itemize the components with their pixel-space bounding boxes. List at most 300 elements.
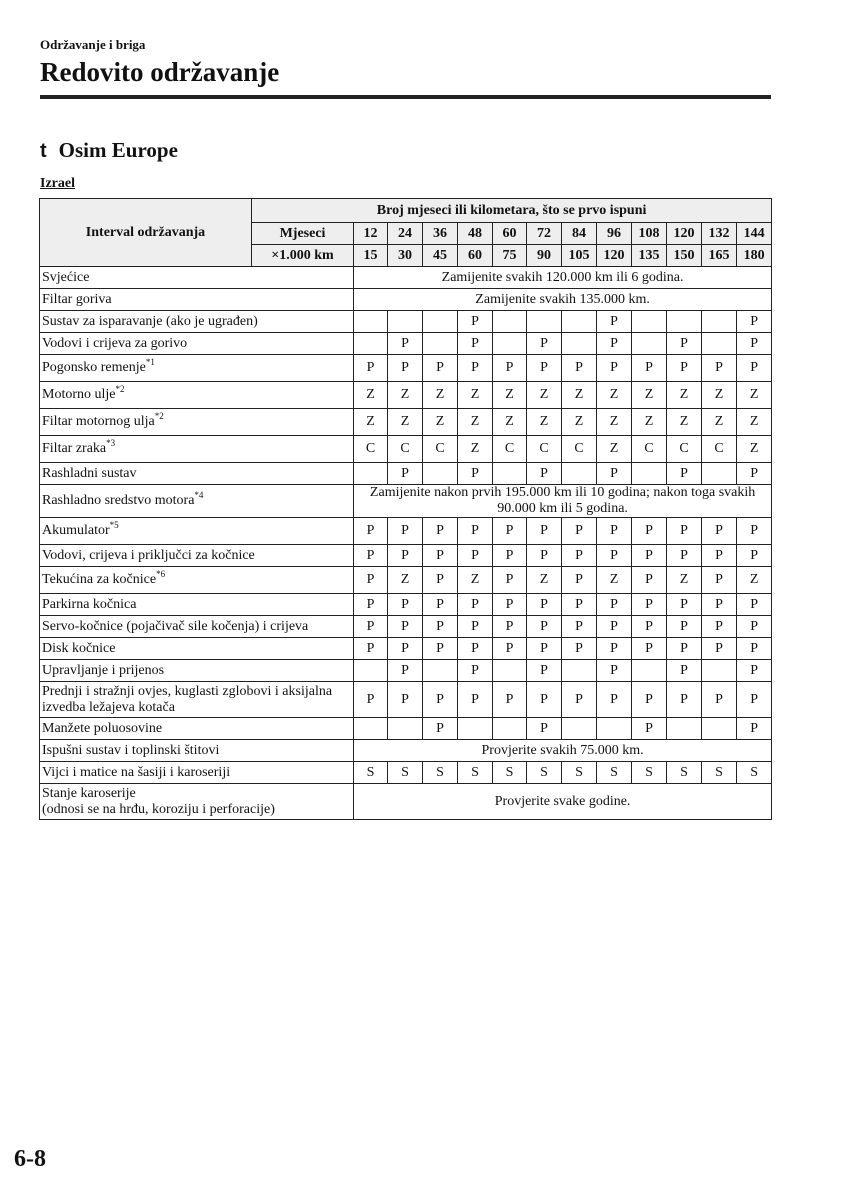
schedule-cell: P (388, 616, 423, 638)
schedule-cell: P (423, 638, 458, 660)
row-label (40, 289, 354, 311)
schedule-cell (354, 660, 388, 682)
months-cell: 108 (632, 223, 667, 245)
schedule-cell: P (388, 518, 423, 545)
schedule-cell (597, 718, 632, 740)
schedule-cell: P (632, 718, 667, 740)
schedule-cell: C (354, 436, 388, 463)
table-row (40, 616, 772, 638)
schedule-cell (493, 463, 527, 485)
schedule-cell: Z (354, 409, 388, 436)
schedule-cell: P (737, 463, 772, 485)
schedule-cell: P (597, 355, 632, 382)
schedule-cell: P (527, 616, 562, 638)
footnote-marker: *6 (156, 569, 166, 579)
km-label: ×1.000 km (252, 245, 354, 267)
schedule-cell: P (667, 682, 702, 718)
schedule-cell: P (493, 638, 527, 660)
schedule-cell: Z (388, 382, 423, 409)
schedule-cell: P (493, 355, 527, 382)
row-label-text: Tekućina za kočnice (42, 572, 157, 587)
schedule-cell: P (458, 638, 493, 660)
row-label (40, 616, 354, 638)
schedule-cell: P (562, 567, 597, 594)
schedule-cell: P (562, 682, 597, 718)
schedule-cell: P (423, 594, 458, 616)
schedule-cell: P (527, 682, 562, 718)
months-cell: 144 (737, 223, 772, 245)
schedule-cell: P (597, 333, 632, 355)
schedule-cell: Z (493, 382, 527, 409)
table-row (40, 545, 772, 567)
row-label (40, 311, 354, 333)
schedule-cell: P (737, 311, 772, 333)
region-label: Izrael (40, 176, 75, 191)
schedule-cell: S (702, 762, 737, 784)
schedule-cell: P (458, 333, 493, 355)
schedule-cell: P (354, 616, 388, 638)
schedule-cell (527, 311, 562, 333)
schedule-cell: Z (597, 382, 632, 409)
schedule-cell: Z (458, 436, 493, 463)
row-label (40, 740, 354, 762)
row-label-text: Vijci i matice na šasiji i karoseriji (42, 764, 231, 780)
schedule-cell: P (527, 355, 562, 382)
schedule-cell (632, 333, 667, 355)
schedule-cell (493, 718, 527, 740)
schedule-cell: P (423, 616, 458, 638)
table-row (40, 311, 772, 333)
footnote-marker: *5 (109, 520, 119, 530)
schedule-cell (423, 333, 458, 355)
schedule-cell: P (667, 545, 702, 567)
row-label (40, 784, 354, 820)
schedule-cell (667, 718, 702, 740)
km-cell: 45 (423, 245, 458, 267)
schedule-cell: P (458, 463, 493, 485)
row-label-text: Filtar goriva (42, 291, 112, 307)
row-label-text: Svjećice (42, 269, 90, 285)
schedule-cell: P (493, 518, 527, 545)
row-label-text: Disk kočnice (42, 640, 116, 656)
schedule-cell: P (562, 594, 597, 616)
schedule-cell: P (737, 682, 772, 718)
schedule-cell: P (667, 463, 702, 485)
months-cell: 48 (458, 223, 493, 245)
table-row (40, 409, 772, 436)
schedule-cell: P (527, 545, 562, 567)
row-label (40, 463, 354, 485)
table-row (40, 567, 772, 594)
schedule-cell: Z (667, 409, 702, 436)
schedule-cell (702, 333, 737, 355)
table-row (40, 594, 772, 616)
schedule-cell: Z (562, 382, 597, 409)
schedule-cell: Z (597, 409, 632, 436)
schedule-cell: P (493, 545, 527, 567)
schedule-cell: Z (388, 567, 423, 594)
page-title: Redovito održavanje (40, 57, 280, 87)
schedule-cell: P (667, 594, 702, 616)
interval-header: Interval održavanja (40, 199, 252, 267)
footnote-marker: *2 (115, 384, 125, 394)
km-cell: 165 (702, 245, 737, 267)
subheading (40, 138, 178, 163)
km-cell: 180 (737, 245, 772, 267)
schedule-cell: P (667, 616, 702, 638)
months-cell: 84 (562, 223, 597, 245)
schedule-cell: P (388, 463, 423, 485)
row-label-text: Parkirna kočnica (42, 596, 137, 612)
schedule-cell: Z (597, 436, 632, 463)
schedule-cell: Z (458, 567, 493, 594)
schedule-cell: P (597, 463, 632, 485)
row-label (40, 762, 354, 784)
schedule-cell: Z (667, 567, 702, 594)
schedule-cell: P (527, 638, 562, 660)
schedule-cell: P (354, 682, 388, 718)
schedule-cell: P (632, 355, 667, 382)
schedule-cell: C (632, 436, 667, 463)
schedule-cell: P (354, 545, 388, 567)
schedule-cell: P (737, 638, 772, 660)
table-row (40, 518, 772, 545)
schedule-cell: P (354, 638, 388, 660)
page-number: 6-8 (14, 1146, 46, 1172)
months-cell: 60 (493, 223, 527, 245)
schedule-cell: S (737, 762, 772, 784)
row-label (40, 382, 354, 409)
schedule-cell: P (562, 616, 597, 638)
schedule-cell: P (458, 616, 493, 638)
schedule-cell: P (702, 594, 737, 616)
row-span-note: Provjerite svake godine. (354, 784, 772, 820)
schedule-cell (632, 463, 667, 485)
schedule-cell: P (562, 518, 597, 545)
schedule-cell: P (632, 616, 667, 638)
schedule-cell: P (667, 355, 702, 382)
schedule-cell: P (458, 355, 493, 382)
row-label-text: Akumulator (42, 523, 110, 538)
table-row (40, 267, 772, 289)
table-row (40, 784, 772, 820)
schedule-cell: S (527, 762, 562, 784)
schedule-cell (562, 311, 597, 333)
schedule-cell: C (702, 436, 737, 463)
schedule-cell: P (354, 594, 388, 616)
schedule-cell: P (702, 638, 737, 660)
km-cell: 30 (388, 245, 423, 267)
footnote-marker: *1 (145, 357, 155, 367)
row-label-text: Filtar motornog ulja (42, 414, 155, 429)
schedule-cell: S (458, 762, 493, 784)
schedule-cell (562, 463, 597, 485)
km-cell: 15 (354, 245, 388, 267)
schedule-cell (493, 660, 527, 682)
months-cell: 132 (702, 223, 737, 245)
row-label (40, 594, 354, 616)
months-cell: 36 (423, 223, 458, 245)
schedule-cell: P (702, 567, 737, 594)
row-label-text: Filtar zraka (42, 441, 107, 456)
row-label (40, 518, 354, 545)
schedule-cell: P (423, 682, 458, 718)
schedule-cell: P (737, 545, 772, 567)
schedule-cell: P (597, 682, 632, 718)
schedule-cell: S (423, 762, 458, 784)
schedule-cell: P (388, 355, 423, 382)
schedule-cell: P (527, 718, 562, 740)
schedule-cell: Z (458, 382, 493, 409)
schedule-cell: P (632, 567, 667, 594)
section-header: Održavanje i briga (40, 37, 146, 52)
schedule-cell (493, 311, 527, 333)
schedule-cell: P (702, 355, 737, 382)
schedule-cell: P (737, 333, 772, 355)
schedule-cell: Z (527, 409, 562, 436)
row-label-text: Motorno ulje (42, 387, 116, 402)
schedule-cell: P (632, 594, 667, 616)
row-label (40, 333, 354, 355)
schedule-cell: P (493, 594, 527, 616)
row-label (40, 355, 354, 382)
schedule-cell: P (458, 311, 493, 333)
table-row (40, 718, 772, 740)
row-span-note: Provjerite svakih 75.000 km. (354, 740, 772, 762)
table-row (40, 682, 772, 718)
schedule-cell: C (527, 436, 562, 463)
row-label (40, 267, 354, 289)
schedule-cell (354, 718, 388, 740)
table-row (40, 485, 772, 518)
schedule-cell: P (597, 545, 632, 567)
row-label (40, 660, 354, 682)
maintenance-table (39, 198, 772, 820)
schedule-cell: P (737, 518, 772, 545)
schedule-cell: P (388, 333, 423, 355)
km-cell: 150 (667, 245, 702, 267)
schedule-cell: P (702, 518, 737, 545)
row-label-text: Servo-kočnice (pojačivač sile kočenja) i crijeva (42, 618, 309, 634)
schedule-cell: P (527, 518, 562, 545)
table-row (40, 333, 772, 355)
schedule-cell: Z (632, 382, 667, 409)
schedule-cell (632, 311, 667, 333)
schedule-cell: P (458, 594, 493, 616)
title-rule (40, 95, 771, 99)
schedule-cell: P (597, 518, 632, 545)
schedule-cell: P (388, 594, 423, 616)
schedule-cell: C (667, 436, 702, 463)
schedule-cell: P (388, 638, 423, 660)
schedule-cell: P (493, 567, 527, 594)
schedule-cell: C (562, 436, 597, 463)
schedule-cell: Z (737, 567, 772, 594)
schedule-cell (667, 311, 702, 333)
schedule-cell: P (632, 545, 667, 567)
row-label-text: Sustav za isparavanje (ako je ugrađen) (42, 313, 258, 329)
row-label (40, 485, 354, 518)
schedule-cell (562, 333, 597, 355)
schedule-cell: S (597, 762, 632, 784)
schedule-cell: Z (562, 409, 597, 436)
schedule-cell: P (423, 567, 458, 594)
schedule-cell (458, 718, 493, 740)
row-label-text: Vodovi, crijeva i priključci za kočnice (42, 547, 255, 563)
schedule-cell: P (527, 594, 562, 616)
schedule-cell (702, 718, 737, 740)
schedule-cell: Z (597, 567, 632, 594)
schedule-cell: P (737, 718, 772, 740)
schedule-cell: P (458, 660, 493, 682)
row-label-text: Upravljanje i prijenos (42, 662, 165, 678)
row-label-text: Rashladni sustav (42, 465, 137, 481)
schedule-cell: P (737, 355, 772, 382)
row-label (40, 436, 354, 463)
table-row (40, 463, 772, 485)
footnote-marker: *3 (106, 438, 116, 448)
schedule-cell: Z (667, 382, 702, 409)
schedule-cell: P (527, 463, 562, 485)
schedule-cell (354, 333, 388, 355)
footnote-marker: *2 (154, 411, 164, 421)
km-cell: 105 (562, 245, 597, 267)
table-row (40, 762, 772, 784)
subheading-text: Osim Europe (58, 138, 178, 162)
row-label (40, 545, 354, 567)
km-cell: 120 (597, 245, 632, 267)
schedule-cell: P (737, 616, 772, 638)
schedule-cell: P (423, 355, 458, 382)
schedule-cell: P (667, 333, 702, 355)
table-row (40, 289, 772, 311)
schedule-cell: C (493, 436, 527, 463)
schedule-cell: P (562, 638, 597, 660)
schedule-cell: P (458, 682, 493, 718)
schedule-cell: P (737, 660, 772, 682)
bullet-icon: t (40, 140, 47, 162)
km-cell: 60 (458, 245, 493, 267)
schedule-cell: P (527, 333, 562, 355)
schedule-cell: Z (737, 436, 772, 463)
row-label (40, 567, 354, 594)
schedule-cell: P (354, 518, 388, 545)
schedule-cell: P (667, 660, 702, 682)
months-cell: 24 (388, 223, 423, 245)
schedule-cell: P (597, 311, 632, 333)
km-cell: 135 (632, 245, 667, 267)
schedule-cell: P (458, 518, 493, 545)
schedule-cell: Z (632, 409, 667, 436)
schedule-cell: P (493, 682, 527, 718)
schedule-cell: P (632, 682, 667, 718)
km-cell: 75 (493, 245, 527, 267)
schedule-cell (423, 660, 458, 682)
schedule-cell: S (632, 762, 667, 784)
schedule-cell: P (737, 594, 772, 616)
months-cell: 72 (527, 223, 562, 245)
schedule-cell: P (388, 682, 423, 718)
schedule-cell: P (423, 718, 458, 740)
schedule-cell (702, 660, 737, 682)
schedule-cell: P (493, 616, 527, 638)
schedule-cell: S (562, 762, 597, 784)
schedule-cell: Z (493, 409, 527, 436)
schedule-cell: P (423, 518, 458, 545)
row-label (40, 638, 354, 660)
schedule-cell: S (493, 762, 527, 784)
table-row (40, 660, 772, 682)
schedule-cell: S (354, 762, 388, 784)
row-span-note: Zamijenite svakih 120.000 km ili 6 godina. (354, 267, 772, 289)
footnote-marker: *4 (194, 490, 204, 500)
table-row (40, 436, 772, 463)
schedule-cell: P (667, 638, 702, 660)
schedule-cell: Z (423, 382, 458, 409)
schedule-cell (388, 718, 423, 740)
schedule-cell (388, 311, 423, 333)
months-cell: 120 (667, 223, 702, 245)
row-label-text: Manžete poluosovine (42, 720, 163, 736)
row-label-text: Ispušni sustav i toplinski štitovi (42, 742, 220, 758)
table-row (40, 740, 772, 762)
schedule-cell (423, 463, 458, 485)
row-label-text: Vodovi i crijeva za gorivo (42, 335, 188, 351)
schedule-cell: C (388, 436, 423, 463)
schedule-cell (632, 660, 667, 682)
table-row (40, 382, 772, 409)
schedule-cell: P (388, 660, 423, 682)
schedule-cell (493, 333, 527, 355)
schedule-cell: P (597, 638, 632, 660)
schedule-cell (354, 311, 388, 333)
table-row (40, 638, 772, 660)
schedule-cell (702, 311, 737, 333)
row-label (40, 682, 354, 718)
row-label-text: Stanje karoserije (odnosi se na hrđu, koroziju i perforacije) (42, 785, 275, 817)
schedule-cell (423, 311, 458, 333)
span-header: Broj mjeseci ili kilometara, što se prvo ispuni (252, 199, 772, 223)
schedule-cell: Z (702, 409, 737, 436)
months-label: Mjeseci (252, 223, 354, 245)
months-cell: 96 (597, 223, 632, 245)
row-label (40, 409, 354, 436)
schedule-cell: C (423, 436, 458, 463)
schedule-cell: P (562, 545, 597, 567)
schedule-cell: P (458, 545, 493, 567)
schedule-cell: Z (702, 382, 737, 409)
schedule-cell: Z (354, 382, 388, 409)
schedule-cell: P (354, 567, 388, 594)
months-cell: 12 (354, 223, 388, 245)
row-span-note: Zamijenite nakon prvih 195.000 km ili 10 godina; nakon toga svakih 90.000 km ili 5 godina. (354, 485, 772, 518)
schedule-cell (562, 660, 597, 682)
schedule-cell: P (597, 594, 632, 616)
schedule-cell: Z (458, 409, 493, 436)
schedule-cell: P (527, 660, 562, 682)
row-label (40, 718, 354, 740)
schedule-cell: P (597, 660, 632, 682)
row-label-text: Pogonsko remenje (42, 360, 146, 375)
row-label-text: Prednji i stražnji ovjes, kuglasti zglobovi i aksijalna izvedba ležajeva kotača (42, 683, 333, 715)
schedule-cell: P (667, 518, 702, 545)
schedule-cell: P (702, 545, 737, 567)
schedule-cell: P (702, 616, 737, 638)
schedule-cell: Z (527, 567, 562, 594)
schedule-cell: P (702, 682, 737, 718)
table-row (40, 355, 772, 382)
schedule-cell: P (632, 518, 667, 545)
